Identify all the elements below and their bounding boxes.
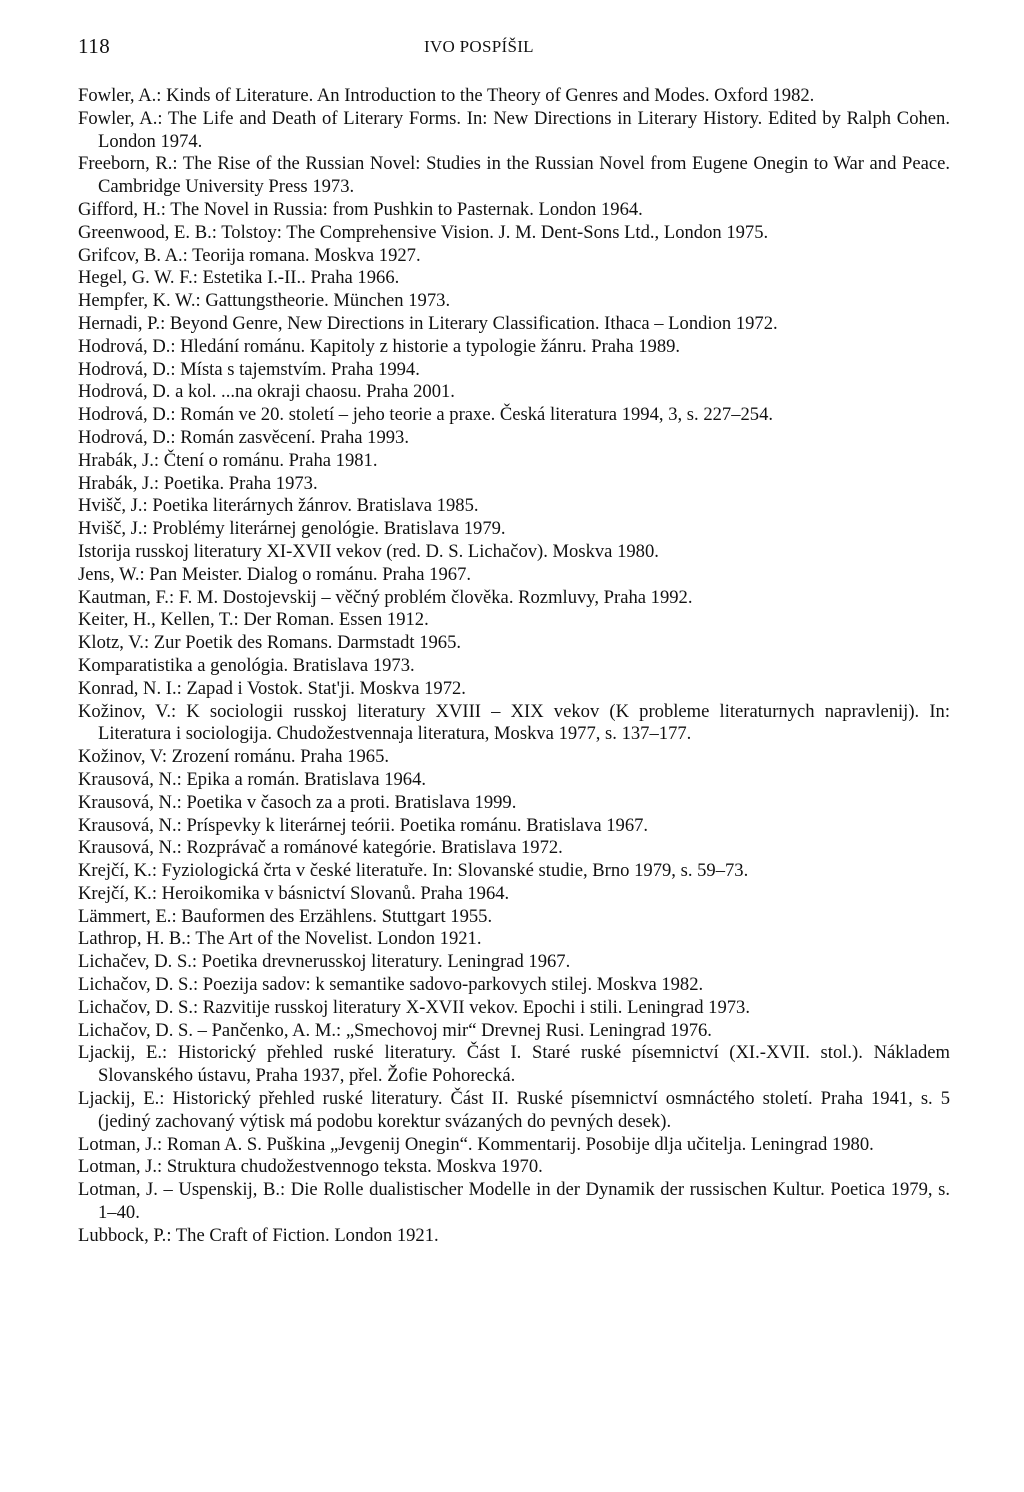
bibliography-entry: Kautman, F.: F. M. Dostojevskij – věčný problém člověka. Rozmluvy, Praha 1992. — [78, 586, 693, 608]
bibliography-entry: Gifford, H.: The Novel in Russia: from Pushkin to Pasternak. London 1964. — [78, 198, 643, 220]
bibliography-entry: Grifcov, B. A.: Teorija romana. Moskva 1927. — [78, 244, 421, 266]
bibliography-entry: Krejčí, K.: Heroikomika v básnictví Slovanů. Praha 1964. — [78, 882, 510, 904]
bibliography-entry: Hodrová, D.: Román zasvěcení. Praha 1993. — [78, 426, 409, 448]
bibliography-entry: Konrad, N. I.: Zapad i Vostok. Stat'ji. Moskva 1972. — [78, 677, 466, 699]
bibliography-entry: Kožinov, V.: K sociologii russkoj literatury XVIII – XIX vekov (K probleme literaturnych napravlenij). In: Literatura i sociologija. Chudožestvennaja literatura, Moskva 1977, s. 137–177. — [78, 700, 950, 745]
bibliography-entry: Hvišč, J.: Problémy literárnej genológie. Bratislava 1979. — [78, 518, 506, 540]
bibliography-entry: Hodrová, D.: Román ve 20. století – jeho teorie a praxe. Česká literatura 1994, 3, s. 227–254. — [78, 404, 774, 426]
bibliography-entry: Lichačov, D. S. – Pančenko, A. M.: „Smechovoj mir“ Drevnej Rusi. Leningrad 1976. — [78, 1019, 712, 1041]
bibliography-entry: Lubbock, P.: The Craft of Fiction. London 1921. — [78, 1224, 439, 1246]
bibliography-entry: Hrabák, J.: Poetika. Praha 1973. — [78, 472, 318, 494]
bibliography-entry: Hrabák, J.: Čtení o románu. Praha 1981. — [78, 449, 378, 471]
bibliography-entry: Krausová, N.: Rozprávač a románové kategórie. Bratislava 1972. — [78, 837, 563, 859]
bibliography-entry: Jens, W.: Pan Meister. Dialog o románu. Praha 1967. — [78, 563, 472, 585]
bibliography-entry: Lathrop, H. B.: The Art of the Novelist. London 1921. — [78, 928, 482, 950]
bibliography-entry: Greenwood, E. B.: Tolstoy: The Comprehensive Vision. J. M. Dent-Sons Ltd., London 1975. — [78, 221, 769, 243]
bibliography-entry: Krausová, N.: Poetika v časoch za a proti. Bratislava 1999. — [78, 791, 517, 813]
page-number: 118 — [78, 34, 111, 58]
page-header — [78, 34, 950, 64]
bibliography-entry: Ljackij, E.: Historický přehled ruské literatury. Část I. Staré ruské písemnictví (XI.-XVII. stol.). Nákladem Slovanského ústavu, Praha 1937, přel. Žofie Pohorecká. — [78, 1042, 950, 1087]
bibliography-entry: Krausová, N.: Príspevky k literárnej teórii. Poetika románu. Bratislava 1967. — [78, 814, 649, 836]
bibliography-entry: Istorija russkoj literatury XI-XVII vekov (red. D. S. Lichačov). Moskva 1980. — [78, 540, 659, 562]
bibliography-entry: Hegel, G. W. F.: Estetika I.-II.. Praha 1966. — [78, 267, 400, 289]
bibliography-entry: Keiter, H., Kellen, T.: Der Roman. Essen 1912. — [78, 609, 429, 631]
bibliography-entry: Hodrová, D.: Hledání románu. Kapitoly z historie a typologie žánru. Praha 1989. — [78, 335, 681, 357]
bibliography-entry: Kožinov, V: Zrození románu. Praha 1965. — [78, 746, 390, 768]
bibliography-entry: Klotz, V.: Zur Poetik des Romans. Darmstadt 1965. — [78, 632, 462, 654]
bibliography-entry: Lichačev, D. S.: Poetika drevnerusskoj literatury. Leningrad 1967. — [78, 951, 571, 973]
bibliography-entry: Lichačov, D. S.: Razvitije russkoj literatury X-XVII vekov. Epochi i stili. Leningrad 1973. — [78, 996, 750, 1018]
bibliography-entry: Lotman, J.: Struktura chudožestvennogo teksta. Moskva 1970. — [78, 1156, 543, 1178]
bibliography-entry: Lotman, J. – Uspenskij, B.: Die Rolle dualistischer Modelle in der Dynamik der russischen Kultur. Poetica 1979, s. 1–40. — [78, 1179, 950, 1224]
bibliography-entry: Hvišč, J.: Poetika literárnych žánrov. Bratislava 1985. — [78, 495, 479, 517]
bibliography-entry: Hodrová, D. a kol. ...na okraji chaosu. Praha 2001. — [78, 381, 455, 403]
running-head: IVO POSPÍŠIL — [424, 37, 534, 56]
bibliography-entry: Lichačov, D. S.: Poezija sadov: k semantike sadovo-parkovych stilej. Moskva 1982. — [78, 974, 704, 996]
bibliography-entry: Krejčí, K.: Fyziologická črta v české literatuře. In: Slovanské studie, Brno 1979, s. 59–73. — [78, 860, 749, 882]
bibliography-entry: Krausová, N.: Epika a román. Bratislava 1964. — [78, 768, 427, 790]
bibliography-entry: Freeborn, R.: The Rise of the Russian Novel: Studies in the Russian Novel from Eugene Onegin to War and Peace. Cambridge University Press 1973. — [78, 153, 950, 198]
bibliography-entry: Hernadi, P.: Beyond Genre, New Directions in Literary Classification. Ithaca – Londion 1972. — [78, 312, 778, 334]
bibliography-entry: Lämmert, E.: Bauformen des Erzählens. Stuttgart 1955. — [78, 905, 493, 927]
bibliography-entry: Ljackij, E.: Historický přehled ruské literatury. Část II. Ruské písemnictví osmnáctého století. Praha 1941, s. 5 (jediný zachovaný výtisk má podobu korektur svázaných do pevných desek). — [78, 1088, 950, 1132]
bibliography-entry: Lotman, J.: Roman A. S. Puškina „Jevgenij Onegin“. Kommentarij. Posobije dlja učitelja. Leningrad 1980. — [78, 1133, 874, 1155]
bibliography-entry: Hempfer, K. W.: Gattungstheorie. München 1973. — [78, 290, 451, 312]
bibliography-list — [78, 85, 950, 1248]
bibliography-entry: Hodrová, D.: Místa s tajemstvím. Praha 1994. — [78, 358, 420, 380]
bibliography-entry: Fowler, A.: Kinds of Literature. An Introduction to the Theory of Genres and Modes. Oxford 1982. — [78, 85, 815, 106]
bibliography-entry: Komparatistika a genológia. Bratislava 1973. — [78, 654, 415, 676]
bibliography-entry: Fowler, A.: The Life and Death of Literary Forms. In: New Directions in Literary History. Edited by Ralph Cohen. London 1974. — [78, 107, 950, 152]
